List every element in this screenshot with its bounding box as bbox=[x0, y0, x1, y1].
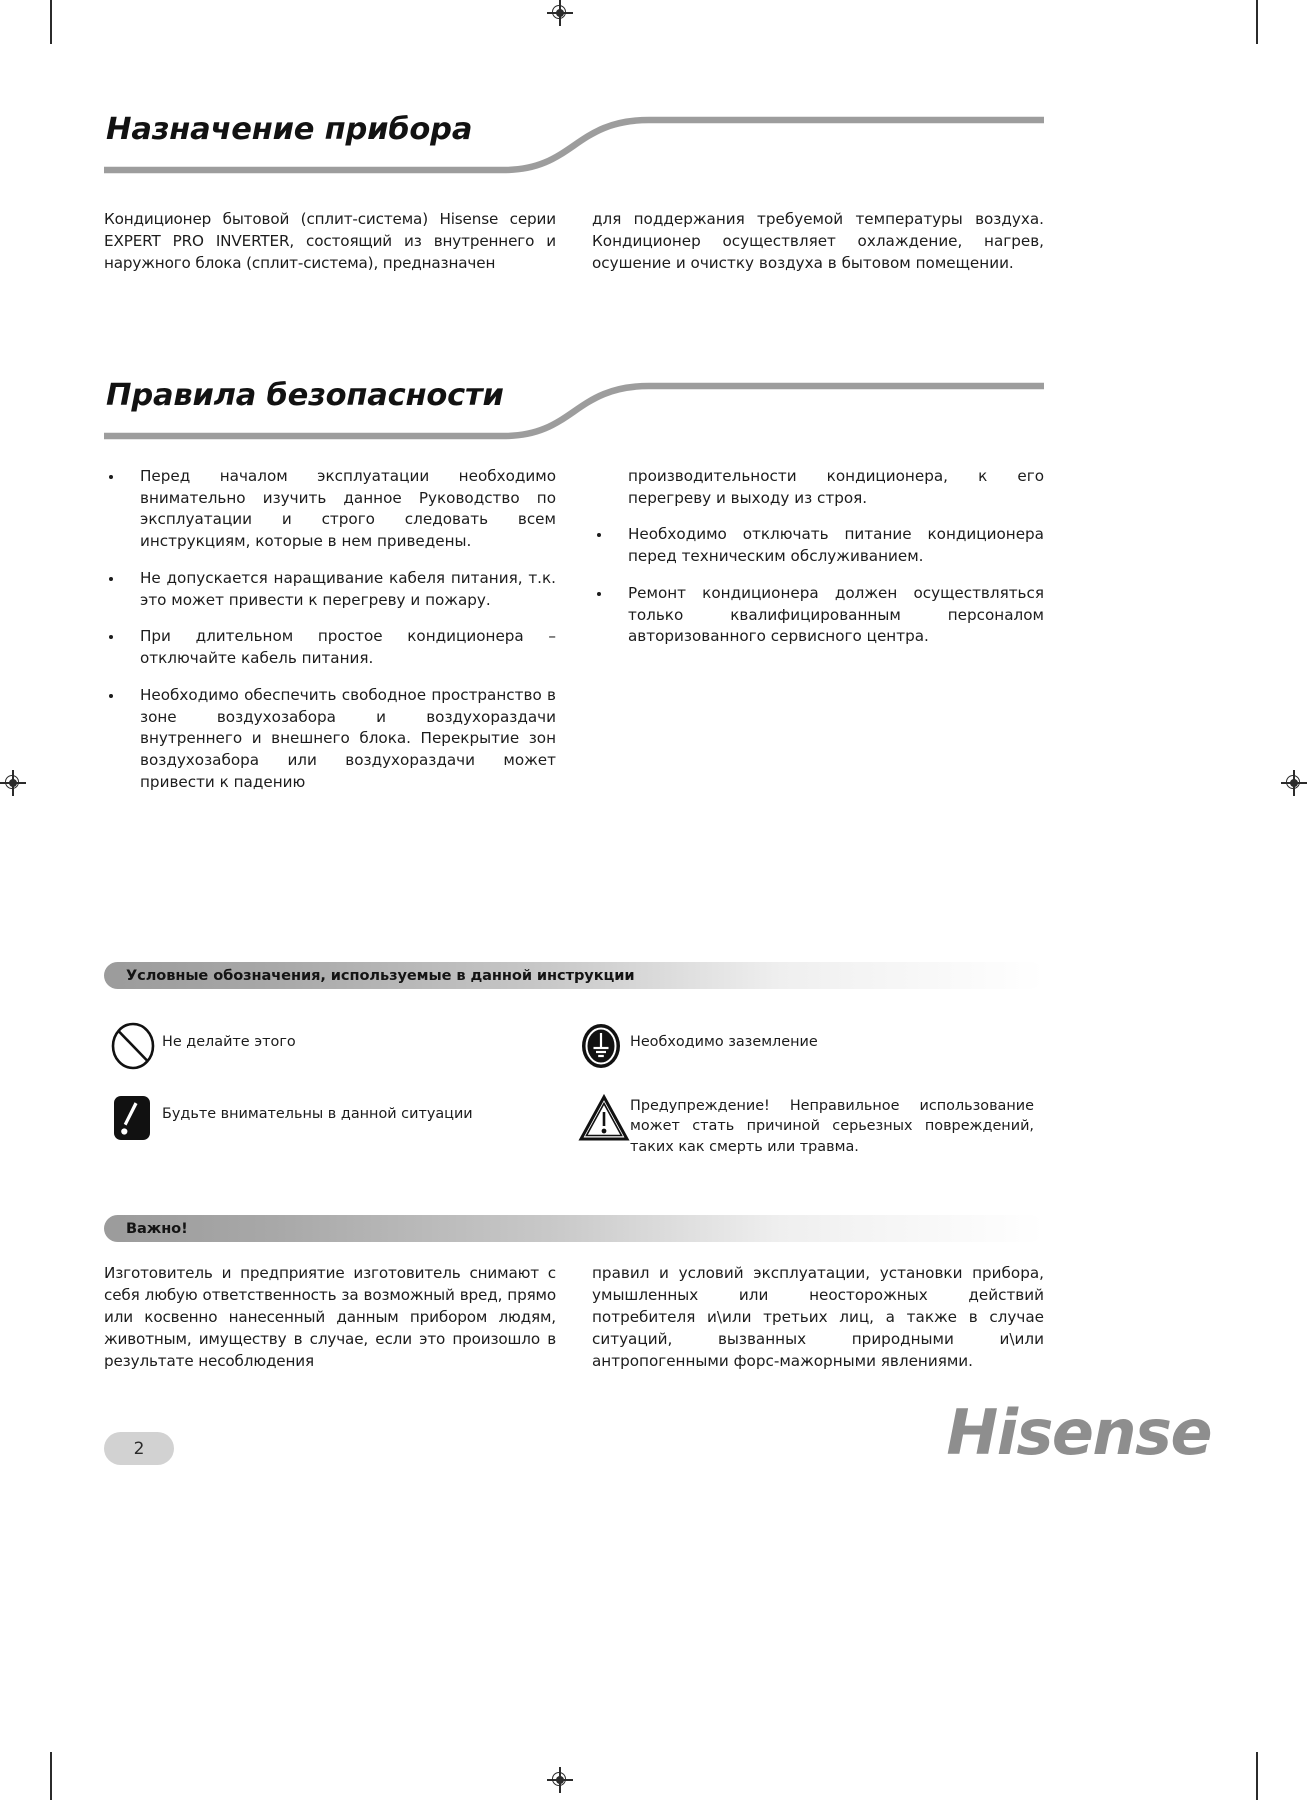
list-item-text: Необходимо обеспечить свободное пространство в зоне воздухозабора и воздухораздачи внутреннего и внешнего блока. Перекрытие зон воздухозабора или воздухораздачи может привести к падению bbox=[140, 685, 556, 791]
important-banner-label: Важно! bbox=[126, 1220, 188, 1237]
legend-item-warning bbox=[578, 1094, 1044, 1157]
safety-column-right bbox=[592, 466, 1044, 794]
attention-exclamation-icon bbox=[110, 1094, 162, 1142]
important-banner bbox=[104, 1215, 1044, 1242]
purpose-column-left bbox=[104, 208, 556, 274]
list-item bbox=[104, 626, 556, 669]
bullet-dot-icon bbox=[109, 694, 113, 698]
legend-item-label: Предупреждение! Неправильное использование может стать причиной серьезных повреждений, таких как смерть или травма. bbox=[630, 1098, 1034, 1155]
list-item-text: производительности кондиционера, к его перегреву и выходу из строя. bbox=[628, 467, 1044, 507]
bullet-dot-icon bbox=[109, 635, 113, 639]
bullet-dot-icon bbox=[109, 475, 113, 479]
section-header-safety bbox=[104, 378, 1044, 450]
important-columns bbox=[104, 1262, 1044, 1372]
list-item bbox=[592, 583, 1044, 648]
list-item bbox=[592, 524, 1044, 567]
crop-mark-bottom-left bbox=[50, 1752, 52, 1800]
legend-item-attention bbox=[110, 1094, 550, 1142]
page-number-value: 2 bbox=[133, 1438, 145, 1459]
page-title-safety: Правила безопасности bbox=[106, 378, 504, 413]
list-item-text: При длительном простое кондиционера – отключайте кабель питания. bbox=[140, 627, 556, 668]
brand-name: Hisense bbox=[946, 1396, 1211, 1469]
safety-bullet-list-right bbox=[592, 466, 1044, 648]
registration-mark-right bbox=[1281, 770, 1307, 796]
important-paragraph-right: правил и условий эксплуатации, установки прибора, умышленных или неосторожных действий потребителя и\или третьих лиц, а также в случае ситуаций, вызванных природными и\или антропогенными форс-мажорными явлениями. bbox=[592, 1264, 1044, 1371]
registration-mark-bottom bbox=[547, 1767, 573, 1793]
legend-item-prohibition bbox=[110, 1022, 550, 1070]
legend-item-label: Не делайте этого bbox=[162, 1034, 296, 1050]
page-number bbox=[104, 1432, 174, 1465]
bullet-dot-icon bbox=[109, 577, 113, 581]
list-item-text: Перед началом эксплуатации необходимо внимательно изучить данное Руководство по эксплуатации и строго следовать всем инструкциям, которые в нем приведены. bbox=[140, 467, 556, 551]
purpose-paragraph-left: Кондиционер бытовой (сплит-система) Hisense серии EXPERT PRO INVERTER, состоящий из внутреннего и наружного блока (сплит-система), предназначен bbox=[104, 210, 556, 273]
purpose-paragraph-right: для поддержания требуемой температуры воздуха. Кондиционер осуществляет охлаждение, нагрев, осушение и очистку воздуха в бытовом помещении. bbox=[592, 210, 1044, 273]
bullet-dot-icon bbox=[597, 533, 601, 537]
important-column-left bbox=[104, 1262, 556, 1372]
important-column-right bbox=[592, 1262, 1044, 1372]
safety-columns bbox=[104, 466, 1044, 794]
list-item-text: Необходимо отключать питание кондиционера перед техническим обслуживанием. bbox=[628, 525, 1044, 566]
crop-mark-bottom-right bbox=[1256, 1752, 1258, 1800]
section-header-purpose bbox=[104, 112, 1044, 184]
list-item bbox=[104, 466, 556, 553]
list-item-continuation bbox=[592, 466, 1044, 509]
page-title-purpose: Назначение прибора bbox=[106, 112, 473, 147]
legend-item-label: Необходимо заземление bbox=[630, 1034, 818, 1050]
safety-column-left bbox=[104, 466, 556, 794]
legend-item-label: Будьте внимательны в данной ситуации bbox=[162, 1106, 473, 1122]
registration-mark-left bbox=[0, 770, 26, 796]
list-item-text: Ремонт кондиционера должен осуществляться только квалифицированным персоналом авторизованного сервисного центра. bbox=[628, 583, 1044, 646]
bullet-dot-icon bbox=[597, 592, 601, 596]
ground-earth-icon bbox=[578, 1022, 630, 1070]
legend-banner bbox=[104, 962, 1044, 989]
warning-triangle-icon bbox=[578, 1094, 630, 1144]
legend-banner-label: Условные обозначения, используемые в данной инструкции bbox=[126, 967, 635, 984]
list-item bbox=[104, 568, 556, 611]
list-item bbox=[104, 685, 556, 794]
crop-mark-top-left bbox=[50, 0, 52, 44]
list-item-text: Не допускается наращивание кабеля питания, т.к. это может привести к перегреву и пожару. bbox=[140, 568, 556, 609]
purpose-column-right bbox=[592, 208, 1044, 274]
legend-item-ground bbox=[578, 1022, 1044, 1070]
prohibition-icon bbox=[110, 1022, 162, 1070]
purpose-columns bbox=[104, 208, 1044, 274]
safety-bullet-list-left bbox=[104, 466, 556, 794]
important-paragraph-left: Изготовитель и предприятие изготовитель снимают с себя любую ответственность за возможный вред, прямо или косвенно нанесенный данным прибором людям, животным, имуществу в случае, если это произошло в результате несоблюдения bbox=[104, 1264, 556, 1371]
crop-mark-top-right bbox=[1256, 0, 1258, 44]
registration-mark-top bbox=[547, 0, 573, 26]
hisense-logo bbox=[946, 1396, 1211, 1469]
